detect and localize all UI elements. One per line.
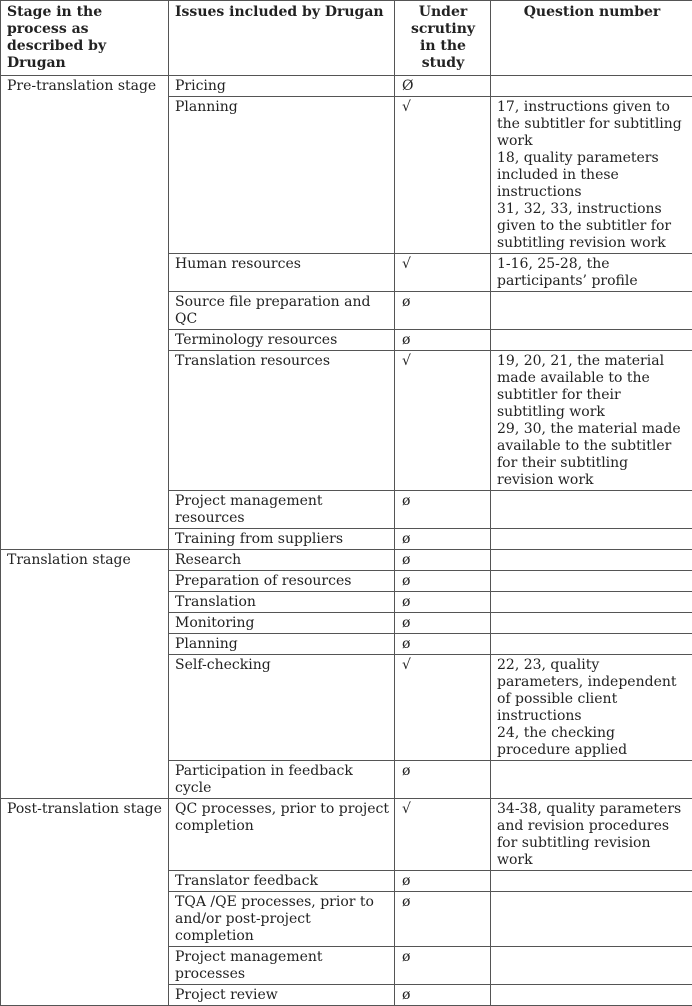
issue-cell: Preparation of resources xyxy=(169,571,395,592)
header-issues: Issues included by Drugan xyxy=(169,1,395,76)
question-number-cell xyxy=(491,892,692,947)
scrutiny-mark: ø xyxy=(395,892,491,947)
scrutiny-mark: ø xyxy=(395,947,491,985)
issue-cell: Planning xyxy=(169,634,395,655)
issue-cell: Project review xyxy=(169,985,395,1006)
table-row xyxy=(1,550,692,571)
question-number-cell: 17, instructions given to the subtitler for subtitling work 18, quality parameters included in these instructions 31, 32, 33, instructions given to the subtitler for subtitling revision work xyxy=(491,97,692,254)
issue-cell: Project management resources xyxy=(169,491,395,529)
scrutiny-mark: Ø xyxy=(395,76,491,97)
scrutiny-mark: ø xyxy=(395,529,491,550)
issue-cell: Participation in feedback cycle xyxy=(169,761,395,799)
scrutiny-mark: √ xyxy=(395,655,491,761)
question-number-cell xyxy=(491,871,692,892)
table-row xyxy=(1,76,692,97)
scrutiny-mark: ø xyxy=(395,592,491,613)
issue-cell: Terminology resources xyxy=(169,330,395,351)
scrutiny-mark: ø xyxy=(395,292,491,330)
issue-cell: Translator feedback xyxy=(169,871,395,892)
question-number-cell xyxy=(491,613,692,634)
header-row xyxy=(1,1,692,76)
scrutiny-mark: √ xyxy=(395,799,491,871)
question-number-cell xyxy=(491,592,692,613)
scrutiny-mark: ø xyxy=(395,571,491,592)
header-stage: Stage in the process as described by Drugan xyxy=(1,1,169,76)
question-number-cell: 22, 23, quality parameters, independent of possible client instructions 24, the checking procedure applied xyxy=(491,655,692,761)
scrutiny-mark: ø xyxy=(395,330,491,351)
table-row xyxy=(1,799,692,871)
scrutiny-mark: √ xyxy=(395,351,491,491)
issue-cell: Planning xyxy=(169,97,395,254)
issue-cell: Translation xyxy=(169,592,395,613)
scrutiny-mark: √ xyxy=(395,97,491,254)
issue-cell: QC processes, prior to project completion xyxy=(169,799,395,871)
issue-cell: Monitoring xyxy=(169,613,395,634)
issue-cell: Human resources xyxy=(169,254,395,292)
scrutiny-mark: ø xyxy=(395,613,491,634)
question-number-cell xyxy=(491,550,692,571)
header-under-scrutiny: Under scrutiny in the study xyxy=(395,1,491,76)
scrutiny-mark: ø xyxy=(395,550,491,571)
scrutiny-mark: ø xyxy=(395,634,491,655)
question-number-cell xyxy=(491,76,692,97)
issue-cell: Self-checking xyxy=(169,655,395,761)
issue-cell: Source file preparation and QC xyxy=(169,292,395,330)
header-question-number: Question number xyxy=(491,1,692,76)
issue-cell: Research xyxy=(169,550,395,571)
question-number-cell xyxy=(491,571,692,592)
question-number-cell: 1-16, 25-28, the participants’ profile xyxy=(491,254,692,292)
stage-cell: Translation stage xyxy=(1,550,169,799)
question-number-cell xyxy=(491,330,692,351)
question-number-cell xyxy=(491,947,692,985)
scrutiny-mark: ø xyxy=(395,985,491,1006)
stage-cell: Pre-translation stage xyxy=(1,76,169,550)
question-number-cell xyxy=(491,985,692,1006)
stage-cell: Post-translation stage xyxy=(1,799,169,1006)
question-number-cell xyxy=(491,634,692,655)
question-number-cell: 19, 20, 21, the material made available to the subtitler for their subtitling work 29, 30, the material made available to the subtitler for their subtitling revision work xyxy=(491,351,692,491)
question-number-cell xyxy=(491,529,692,550)
issue-cell: TQA /QE processes, prior to and/or post-project completion xyxy=(169,892,395,947)
question-number-cell: 34-38, quality parameters and revision procedures for subtitling revision work xyxy=(491,799,692,871)
issue-cell: Translation resources xyxy=(169,351,395,491)
issue-cell: Project management processes xyxy=(169,947,395,985)
scrutiny-mark: √ xyxy=(395,254,491,292)
issue-cell: Pricing xyxy=(169,76,395,97)
question-number-cell xyxy=(491,491,692,529)
scrutiny-mark: ø xyxy=(395,761,491,799)
table-body xyxy=(1,76,692,1006)
scrutiny-mark: ø xyxy=(395,871,491,892)
question-number-cell xyxy=(491,761,692,799)
scrutiny-mark: ø xyxy=(395,491,491,529)
issue-cell: Training from suppliers xyxy=(169,529,395,550)
question-number-cell xyxy=(491,292,692,330)
